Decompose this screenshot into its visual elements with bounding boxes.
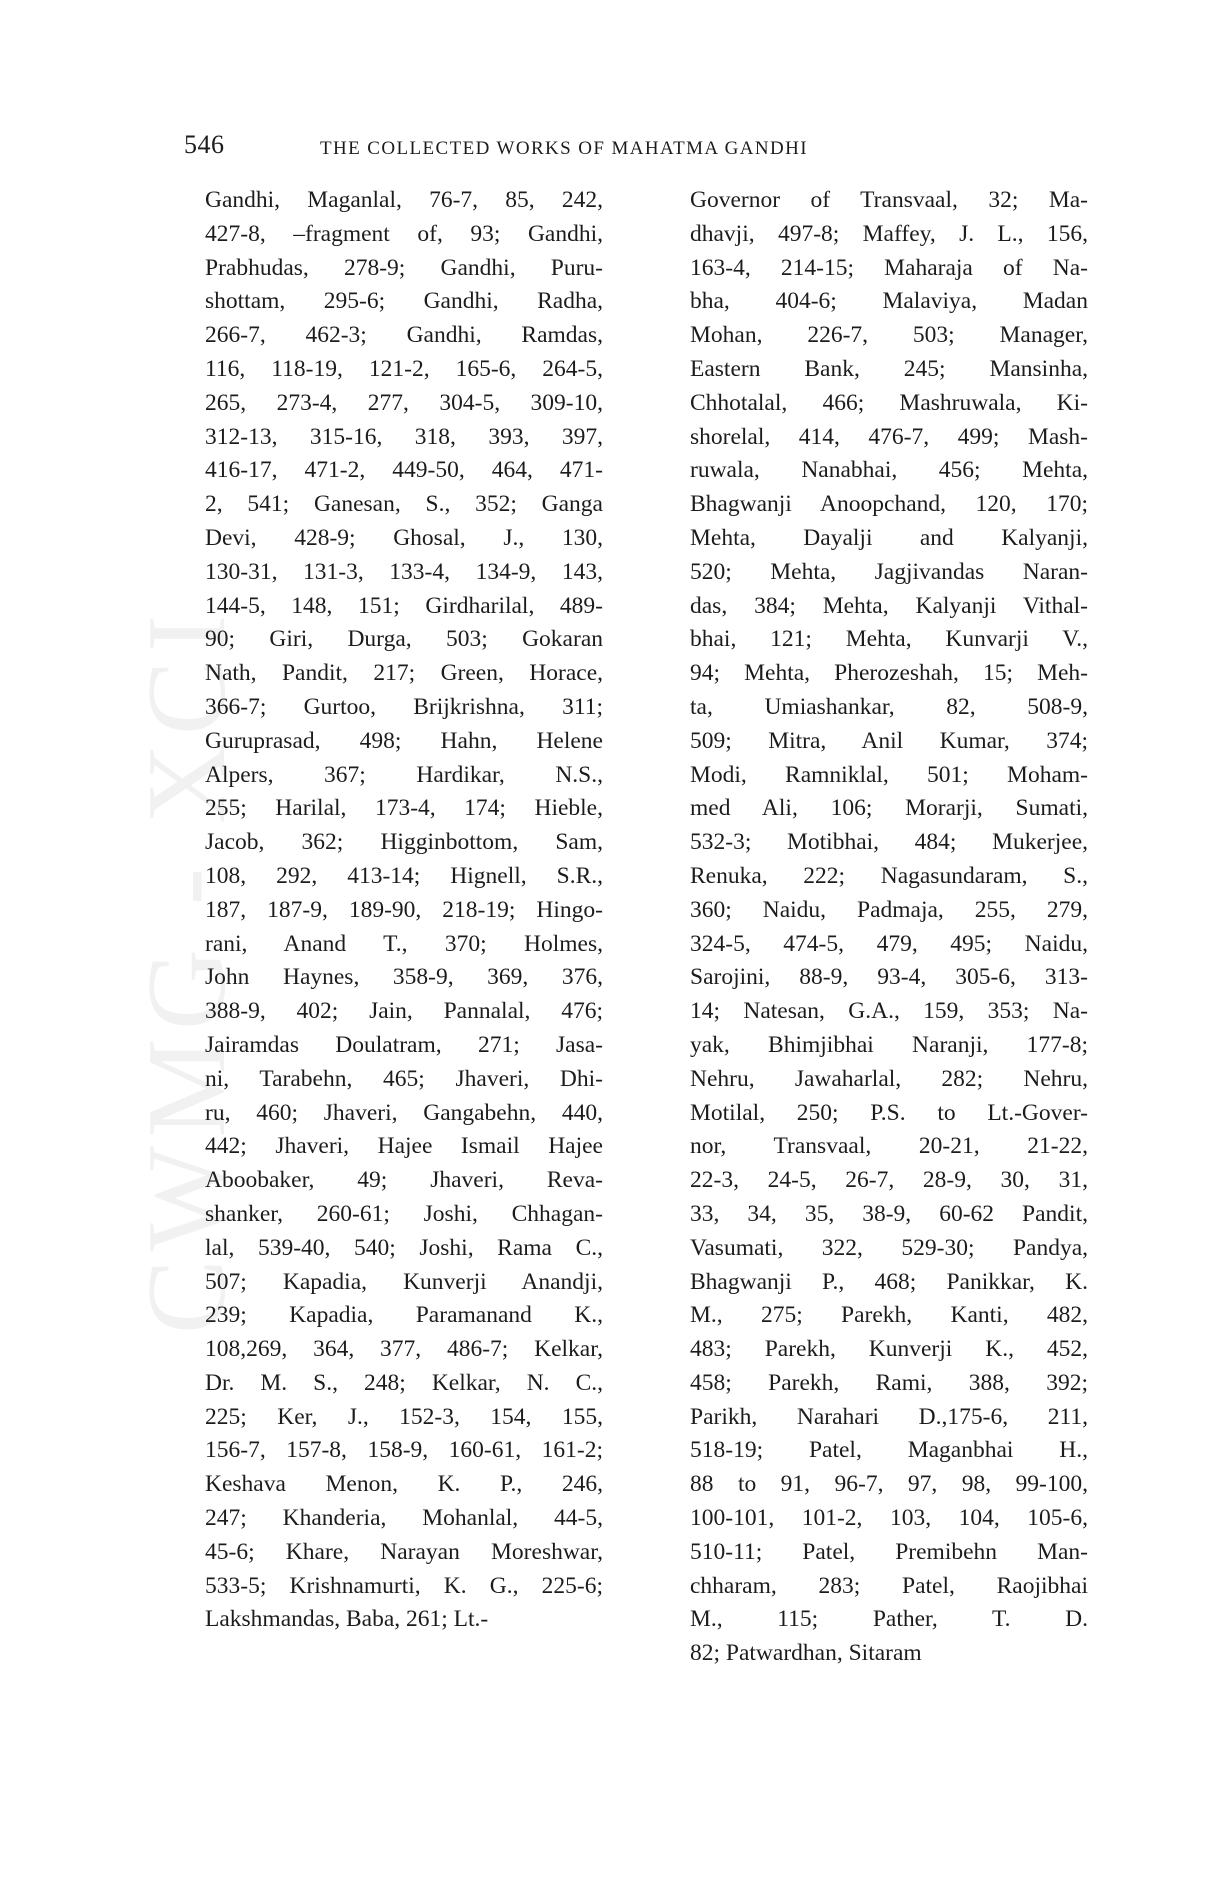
page-number: 546 xyxy=(184,130,225,159)
index-line: 239; Kapadia, Paramanand K., xyxy=(205,1302,603,1329)
index-line: 82; Patwardhan, Sitaram xyxy=(690,1640,922,1667)
index-line: 187, 187-9, 189-90, 218-19; Hingo- xyxy=(205,896,603,923)
index-line: 312-13, 315-16, 318, 393, 397, xyxy=(205,423,603,450)
index-line: 442; Jhaveri, Hajee Ismail Hajee xyxy=(205,1133,603,1160)
index-line: 144-5, 148, 151; Girdharilal, 489- xyxy=(205,592,603,619)
index-line: 108,269, 364, 377, 486-7; Kelkar, xyxy=(205,1336,603,1363)
index-column-right xyxy=(690,184,1088,1671)
index-line: 33, 34, 35, 38-9, 60-62 Pandit, xyxy=(690,1200,1088,1227)
index-line: Modi, Ramniklal, 501; Moham- xyxy=(690,761,1088,788)
index-line: 520; Mehta, Jagjivandas Naran- xyxy=(690,558,1088,585)
index-line: Lakshmandas, Baba, 261; Lt.- xyxy=(205,1606,489,1633)
page-header xyxy=(184,126,1084,166)
index-line: Bhagwanji Anoopchand, 120, 170; xyxy=(690,491,1088,518)
index-line: Dr. M. S., 248; Kelkar, N. C., xyxy=(205,1369,603,1396)
index-line: 163-4, 214-15; Maharaja of Na- xyxy=(690,254,1088,281)
index-line: 22-3, 24-5, 26-7, 28-9, 30, 31, xyxy=(690,1167,1088,1194)
index-line: Gandhi, Maganlal, 76-7, 85, 242, xyxy=(205,187,603,213)
index-line: Governor of Transvaal, 32; Ma- xyxy=(690,187,1088,213)
index-line: 2, 541; Ganesan, S., 352; Ganga xyxy=(205,491,603,518)
index-line: shanker, 260-61; Joshi, Chhagan- xyxy=(205,1200,603,1227)
index-line: M., 115; Pather, T. D. xyxy=(690,1606,1088,1633)
index-line: 427-8, –fragment of, 93; Gandhi, xyxy=(205,220,603,247)
index-line: Guruprasad, 498; Hahn, Helene xyxy=(205,727,603,754)
index-line: 100-101, 101-2, 103, 104, 105-6, xyxy=(690,1505,1088,1532)
index-line: bha, 404-6; Malaviya, Madan xyxy=(690,288,1088,315)
index-line: ta, Umiashankar, 82, 508-9, xyxy=(690,693,1088,720)
index-line: 533-5; Krishnamurti, K. G., 225-6; xyxy=(205,1572,603,1599)
index-line: rani, Anand T., 370; Holmes, xyxy=(205,930,603,957)
index-line: das, 384; Mehta, Kalyanji Vithal- xyxy=(690,592,1088,619)
index-line: 265, 273-4, 277, 304-5, 309-10, xyxy=(205,389,603,416)
index-line: 130-31, 131-3, 133-4, 134-9, 143, xyxy=(205,558,603,585)
index-line: Alpers, 367; Hardikar, N.S., xyxy=(205,761,603,788)
index-line: 94; Mehta, Pherozeshah, 15; Meh- xyxy=(690,660,1088,687)
index-line: med Ali, 106; Morarji, Sumati, xyxy=(690,795,1088,822)
index-line: Vasumati, 322, 529-30; Pandya, xyxy=(690,1234,1088,1261)
index-line: M., 275; Parekh, Kanti, 482, xyxy=(690,1302,1088,1329)
index-line: ru, 460; Jhaveri, Gangabehn, 440, xyxy=(205,1099,603,1126)
index-line: 388-9, 402; Jain, Pannalal, 476; xyxy=(205,998,603,1025)
index-line: ni, Tarabehn, 465; Jhaveri, Dhi- xyxy=(205,1065,603,1092)
index-line: 483; Parekh, Kunverji K., 452, xyxy=(690,1336,1088,1363)
index-line: Chhotalal, 466; Mashruwala, Ki- xyxy=(690,389,1088,416)
index-line: 225; Ker, J., 152-3, 154, 155, xyxy=(205,1403,603,1430)
index-line: yak, Bhimjibhai Naranji, 177-8; xyxy=(690,1031,1088,1058)
index-line: 255; Harilal, 173-4, 174; Hieble, xyxy=(205,795,603,822)
index-line: Renuka, 222; Nagasundaram, S., xyxy=(690,862,1088,889)
index-column-left xyxy=(205,184,603,1637)
index-line: 247; Khanderia, Mohanlal, 44-5, xyxy=(205,1505,603,1532)
index-line: ruwala, Nanabhai, 456; Mehta, xyxy=(690,457,1088,484)
index-line: shorelal, 414, 476-7, 499; Mash- xyxy=(690,423,1088,450)
index-line: 156-7, 157-8, 158-9, 160-61, 161-2; xyxy=(205,1437,603,1464)
index-line: Keshava Menon, K. P., 246, xyxy=(205,1471,603,1498)
index-line: bhai, 121; Mehta, Kunvarji V., xyxy=(690,626,1088,653)
index-line: 266-7, 462-3; Gandhi, Ramdas, xyxy=(205,322,603,349)
index-line: 108, 292, 413-14; Hignell, S.R., xyxy=(205,862,603,889)
index-line: lal, 539-40, 540; Joshi, Rama C., xyxy=(205,1234,603,1261)
watermark-text: CWMG - XCI xyxy=(125,606,250,1334)
index-line: 14; Natesan, G.A., 159, 353; Na- xyxy=(690,998,1088,1025)
index-line: chharam, 283; Patel, Raojibhai xyxy=(690,1572,1088,1599)
index-line: Jacob, 362; Higginbottom, Sam, xyxy=(205,829,603,856)
index-line: dhavji, 497-8; Maffey, J. L., 156, xyxy=(690,220,1088,247)
index-line: 45-6; Khare, Narayan Moreshwar, xyxy=(205,1538,603,1565)
index-line: 366-7; Gurtoo, Brijkrishna, 311; xyxy=(205,693,603,720)
index-line: Eastern Bank, 245; Mansinha, xyxy=(690,355,1088,382)
index-line: Bhagwanji P., 468; Panikkar, K. xyxy=(690,1268,1088,1295)
index-line: 88 to 91, 96-7, 97, 98, 99-100, xyxy=(690,1471,1088,1498)
index-line: Jairamdas Doulatram, 271; Jasa- xyxy=(205,1031,603,1058)
index-line: 532-3; Motibhai, 484; Mukerjee, xyxy=(690,829,1088,856)
index-line: Aboobaker, 49; Jhaveri, Reva- xyxy=(205,1167,603,1194)
index-line: Mohan, 226-7, 503; Manager, xyxy=(690,322,1088,349)
index-line: John Haynes, 358-9, 369, 376, xyxy=(205,964,603,991)
index-line: Parikh, Narahari D.,175-6, 211, xyxy=(690,1403,1088,1430)
index-line: Motilal, 250; P.S. to Lt.-Gover- xyxy=(690,1099,1088,1126)
index-line: 116, 118-19, 121-2, 165-6, 264-5, xyxy=(205,355,603,382)
index-line: 510-11; Patel, Premibehn Man- xyxy=(690,1538,1088,1565)
index-line: Nehru, Jawaharlal, 282; Nehru, xyxy=(690,1065,1088,1092)
index-line: 509; Mitra, Anil Kumar, 374; xyxy=(690,727,1088,754)
index-line: Prabhudas, 278-9; Gandhi, Puru- xyxy=(205,254,603,281)
index-line: Nath, Pandit, 217; Green, Horace, xyxy=(205,660,603,687)
index-line: 416-17, 471-2, 449-50, 464, 471- xyxy=(205,457,603,484)
index-line: shottam, 295-6; Gandhi, Radha, xyxy=(205,288,603,315)
index-line: Devi, 428-9; Ghosal, J., 130, xyxy=(205,524,603,551)
index-line: 90; Giri, Durga, 503; Gokaran xyxy=(205,626,603,653)
index-line: 458; Parekh, Rami, 388, 392; xyxy=(690,1369,1088,1396)
index-line: 507; Kapadia, Kunverji Anandji, xyxy=(205,1268,603,1295)
index-line: Mehta, Dayalji and Kalyanji, xyxy=(690,524,1088,551)
index-line: Sarojini, 88-9, 93-4, 305-6, 313- xyxy=(690,964,1088,991)
index-line: 360; Naidu, Padmaja, 255, 279, xyxy=(690,896,1088,923)
index-line: 324-5, 474-5, 479, 495; Naidu, xyxy=(690,930,1088,957)
index-line: nor, Transvaal, 20-21, 21-22, xyxy=(690,1133,1088,1160)
running-title: THE COLLECTED WORKS OF MAHATMA GANDHI xyxy=(320,138,808,159)
index-line: 518-19; Patel, Maganbhai H., xyxy=(690,1437,1088,1464)
